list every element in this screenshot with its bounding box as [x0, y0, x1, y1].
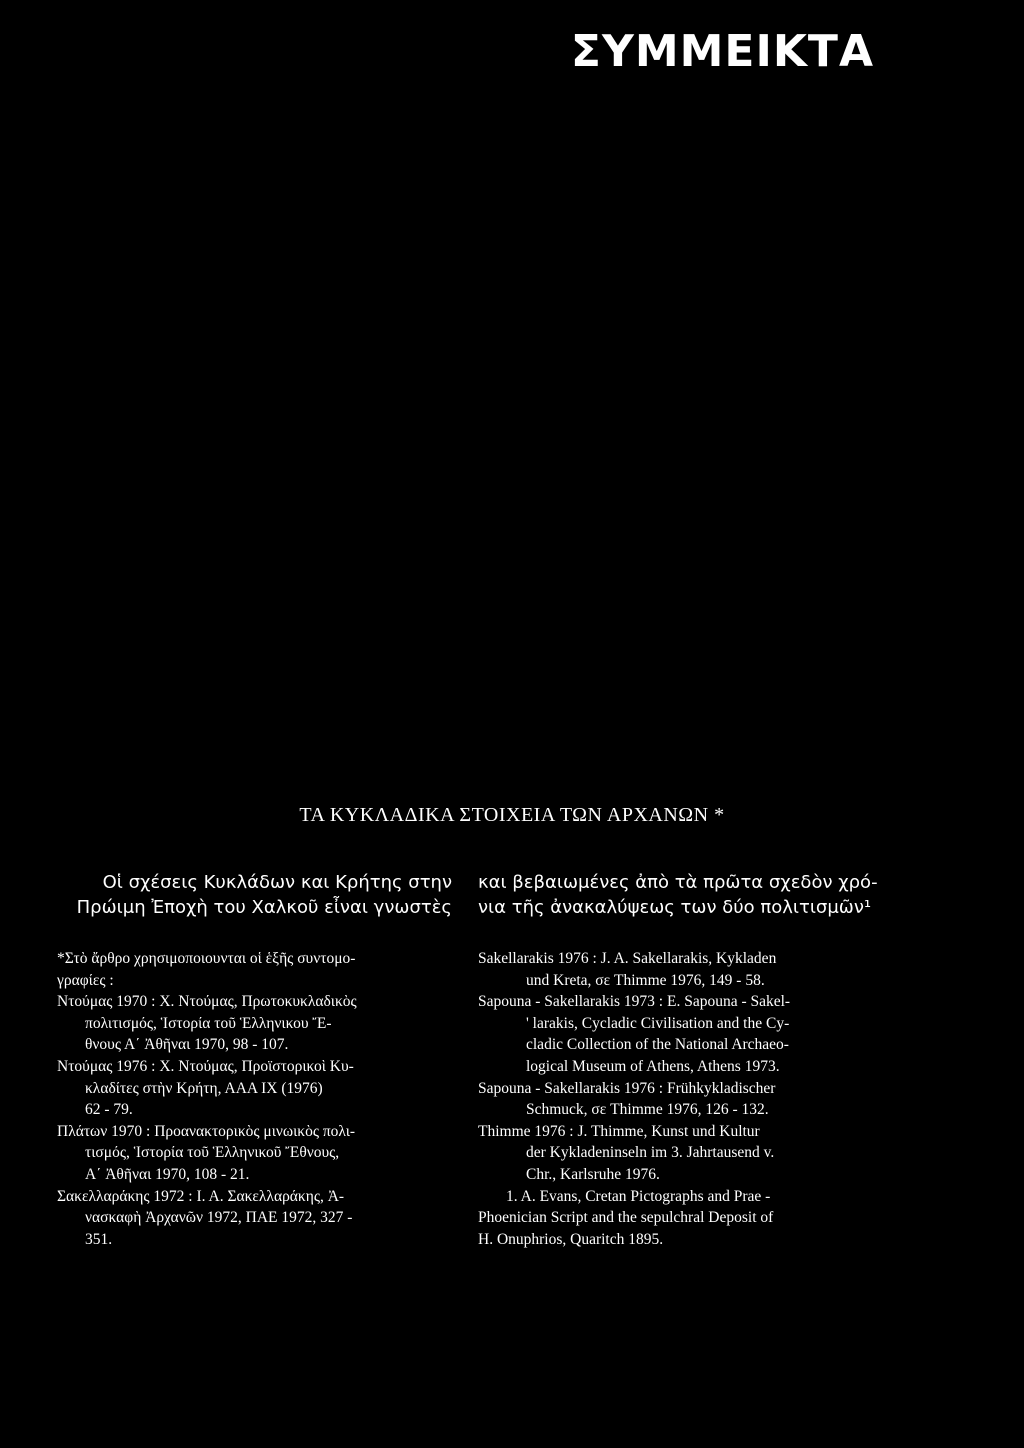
intro-line: νια τῆς ἀνακαλύψεως των δύο πολιτισμῶν¹ — [478, 897, 872, 918]
reference-line: und Kreta, σε Thimme 1976, 149 - 58. — [526, 971, 765, 989]
reference-line: H. Onuphrios, Quaritch 1895. — [478, 1230, 664, 1248]
reference-entry: Sapouna - Sakellarakis 1973 : E. Sapouna - Sakel- — [478, 993, 791, 1011]
intro-text-right — [478, 870, 898, 920]
right-column — [478, 870, 898, 1250]
reference-line: κλαδίτες στὴν Κρήτη, ΑΑΑ ΙΧ (1976) — [85, 1079, 323, 1097]
reference-line: 62 - 79. — [85, 1101, 133, 1119]
reference-entry: Ντούμας 1970 : Χ. Ντούμας, Πρωτοκυκλαδικὸς — [57, 993, 357, 1011]
reference-line: ' larakis, Cycladic Civilisation and the Cy- — [526, 1014, 790, 1032]
intro-line: Πρώιμη Ἐποχὴ του Χαλκοῦ εἶναι γνωστὲς — [76, 897, 452, 918]
reference-entry: Ντούμας 1976 : Χ. Ντούμας, Προϊστορικοὶ Κυ- — [57, 1057, 354, 1075]
footnote-heading: *Στὸ ἄρθρο χρησιμοποιουνται οἱ ἑξῆς συντομο- — [57, 950, 356, 967]
reference-line: logical Museum of Athens, Athens 1973. — [526, 1057, 780, 1075]
footnote-left — [57, 948, 452, 1250]
reference-entry: Sapouna - Sakellarakis 1976 : Frühkykladischer — [478, 1079, 776, 1097]
reference-entry: Thimme 1976 : J. Thimme, Kunst und Kultur — [478, 1122, 760, 1140]
intro-line: Οἱ σχέσεις Κυκλάδων και Κρήτης στην — [102, 872, 452, 893]
reference-line: 351. — [85, 1230, 113, 1248]
footnote-heading: γραφίες : — [57, 971, 114, 989]
reference-line: Α΄ Ἀθῆναι 1970, 108 - 21. — [85, 1165, 250, 1183]
reference-line: Schmuck, σε Thimme 1976, 126 - 132. — [526, 1101, 769, 1119]
reference-line: cladic Collection of the National Archaeo- — [526, 1036, 789, 1054]
reference-line: Chr., Karlsruhe 1976. — [526, 1165, 660, 1183]
intro-line: και βεβαιωμένες ἀπὸ τὰ πρῶτα σχεδὸν χρό- — [478, 872, 878, 893]
footnote-right — [478, 948, 898, 1250]
left-column — [57, 870, 452, 1250]
reference-line: θνους Α΄ Ἀθῆναι 1970, 98 - 107. — [85, 1036, 289, 1054]
reference-line: Phoenician Script and the sepulchral Deposit of — [478, 1209, 774, 1227]
reference-entry: Πλάτων 1970 : Προανακτορικὸς μινωικὸς πολι- — [57, 1122, 356, 1140]
intro-text-left — [57, 870, 452, 920]
reference-line: νασκαφὴ Ἀρχανῶν 1972, ΠΑΕ 1972, 327 - — [85, 1209, 353, 1227]
reference-entry: 1. A. Evans, Cretan Pictographs and Prae - — [506, 1187, 771, 1205]
reference-line: πολιτισμός, Ἱστορία τοῦ Ἑλληνικου Ἔ- — [85, 1014, 332, 1032]
reference-line: der Kykladeninseln im 3. Jahrtausend v. — [526, 1144, 775, 1162]
reference-entry: Σακελλαράκης 1972 : Ι. Α. Σακελλαράκης, Ἀ- — [57, 1187, 345, 1205]
reference-entry: Sakellarakis 1976 : J. A. Sakellarakis, Kykladen — [478, 950, 777, 967]
article-title: ΤΑ ΚΥΚΛΑΔΙΚΑ ΣΤΟΙΧΕΙΑ ΤΩΝ ΑΡΧΑΝΩΝ * — [299, 804, 725, 826]
section-title: ΣΥΜΜΕΙΚΤΑ — [570, 26, 874, 77]
reference-line: τισμός, Ἱστορία τοῦ Ἑλληνικοῦ Ἔθνους, — [85, 1144, 340, 1162]
